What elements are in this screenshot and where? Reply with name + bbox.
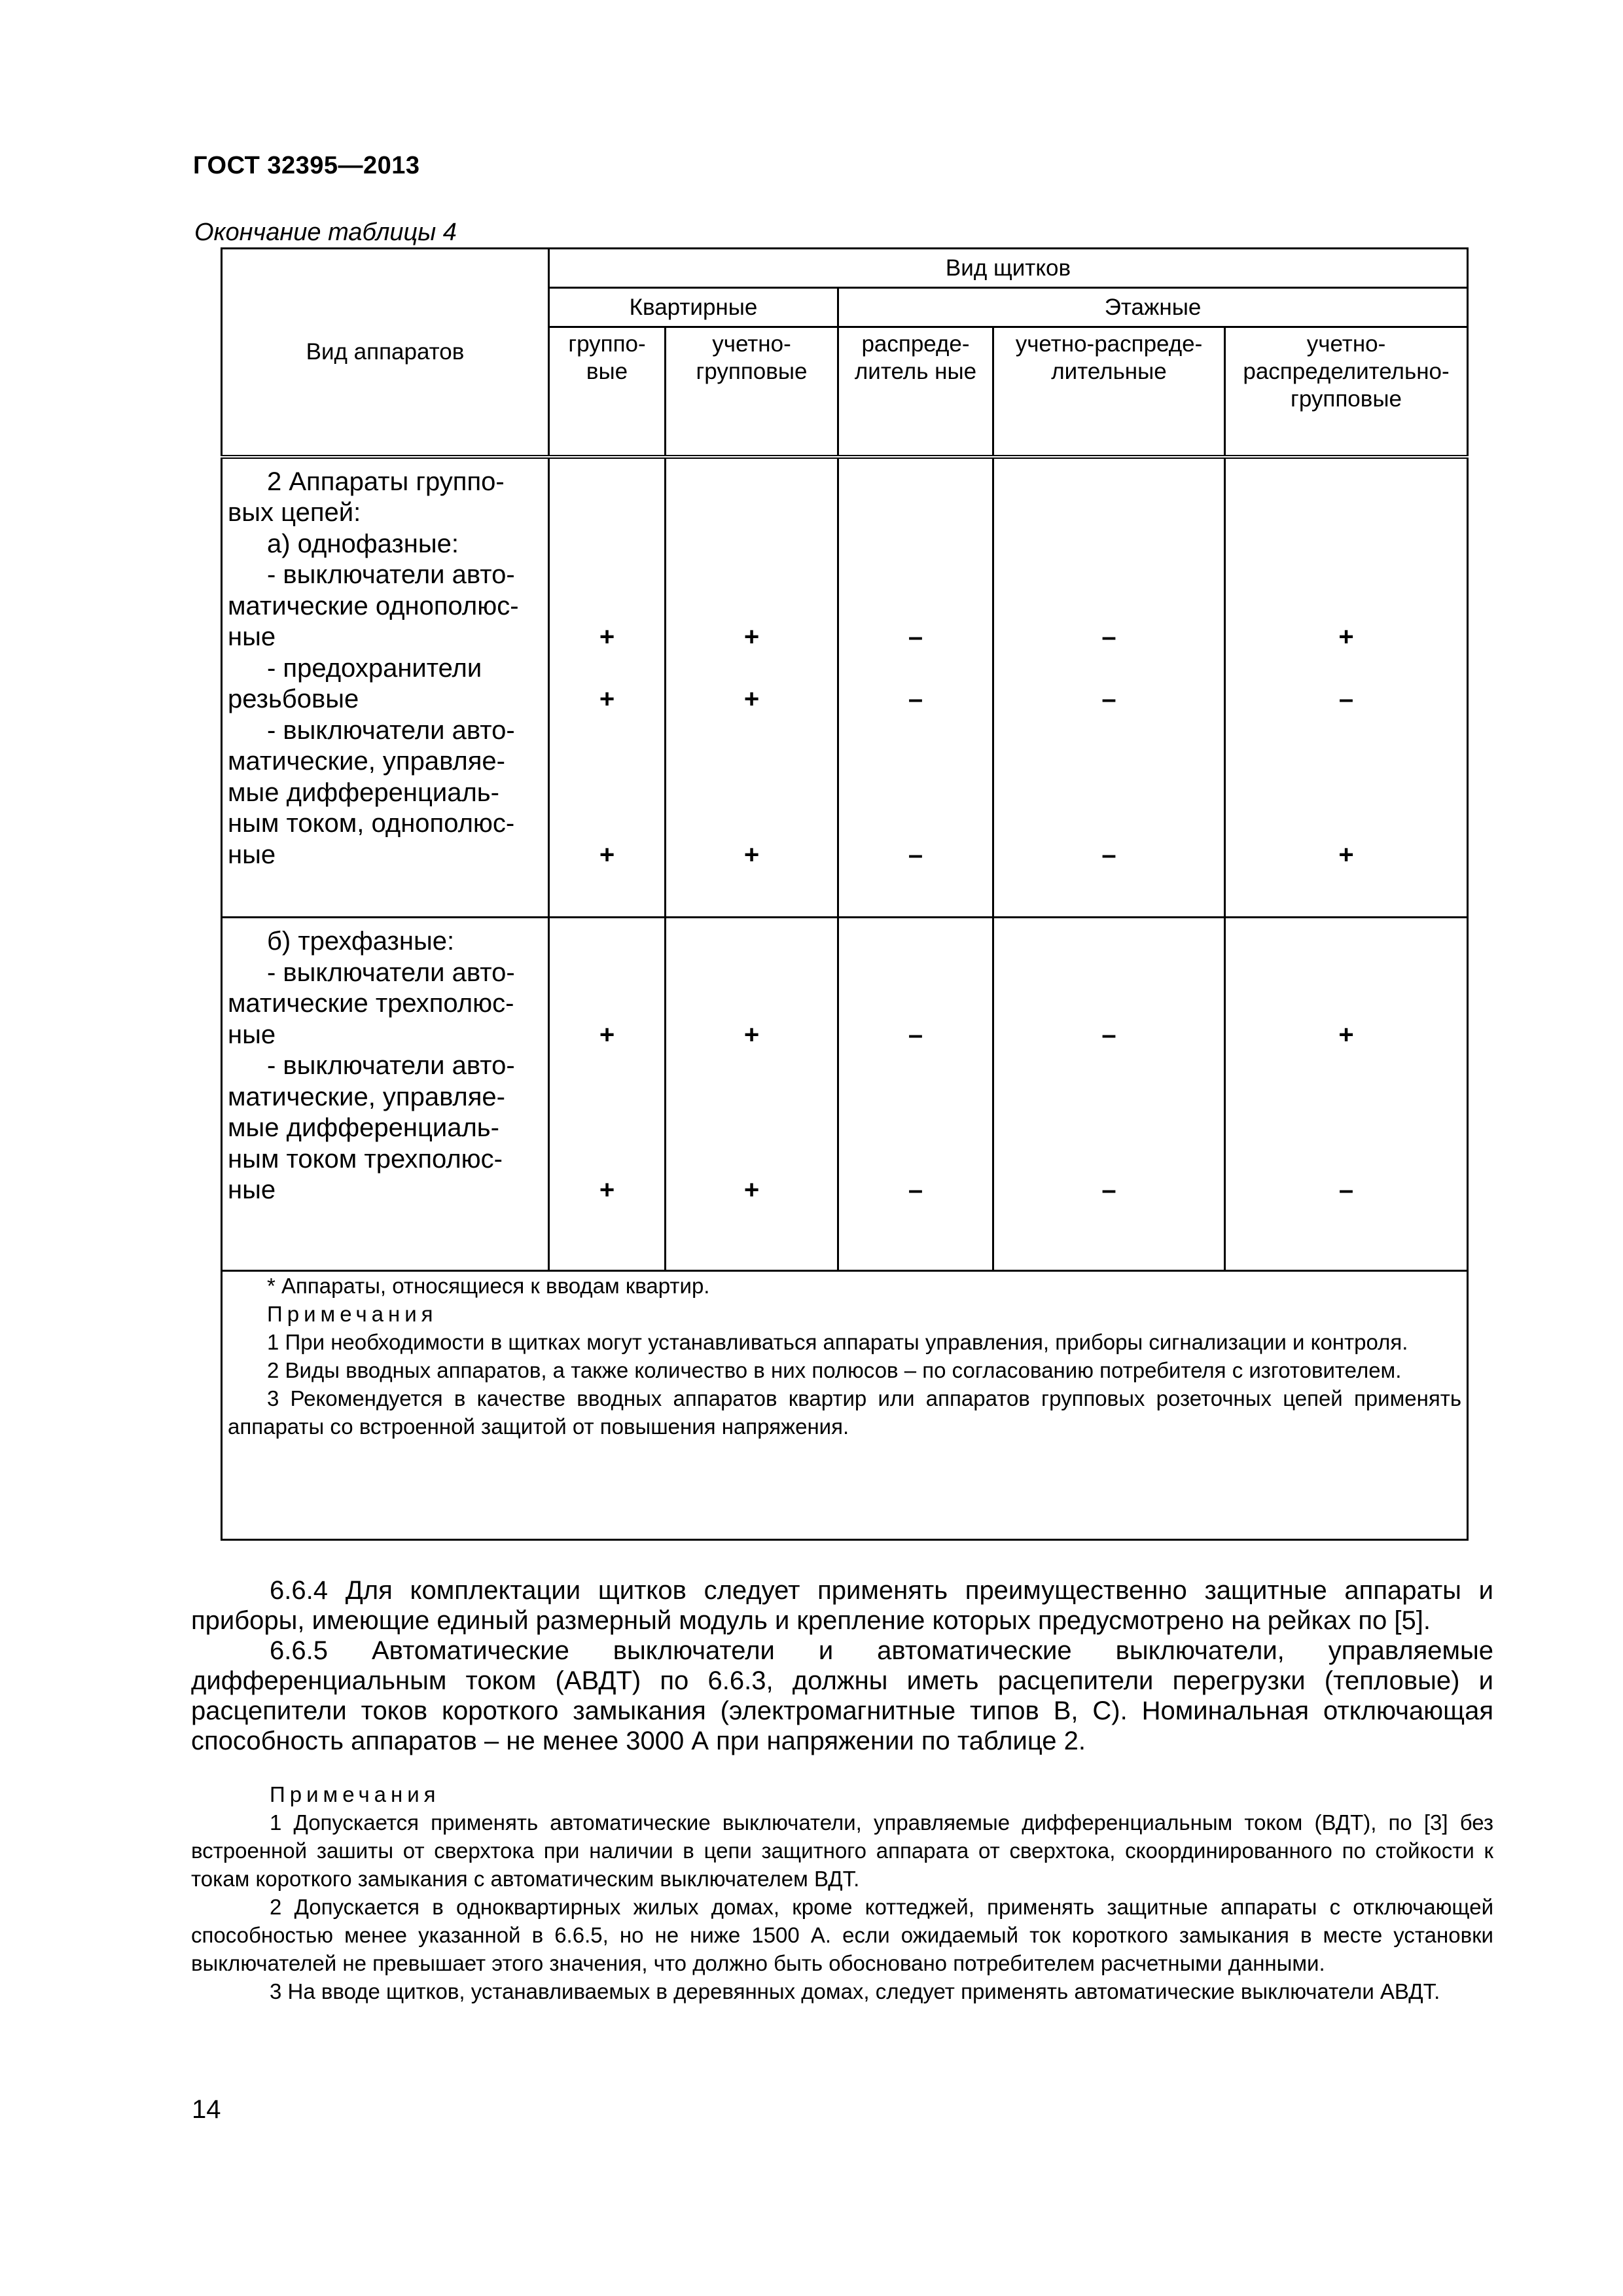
- mark-spacer: [1226, 988, 1467, 1020]
- mark-spacer: [666, 808, 837, 840]
- mark-spacer: [666, 778, 837, 809]
- mark-spacer: [839, 926, 992, 958]
- note-1: 1 Допускается применять автоматические выключатели, управляемые дифференциальным током (ВДТ), по [3] без встроенной зашиты от сверхтока при наличии в цепи защитного аппарата от сверхтока, скоординированного по стойкости к токам короткого замыкания с автоматическим выключателем ВДТ.: [191, 1810, 1493, 1891]
- mark-spacer: [994, 715, 1224, 747]
- mark-spacer: [994, 1050, 1224, 1082]
- mark-spacer: [994, 529, 1224, 560]
- mark-spacer: [1226, 1144, 1467, 1175]
- marks-col: [993, 457, 1225, 918]
- mark-spacer: [666, 653, 837, 685]
- mark-cell: +: [743, 1175, 760, 1204]
- table-note-3: 3 Рекомендуется в качестве вводных аппаратов квартир или аппаратов групповых розеточных цепей применять аппараты со встроенной защитой от повышения напряжения.: [228, 1386, 1462, 1439]
- section-three-phase-description: б) трехфазные: - выключатели авто- матические трехполюс- ные - выключатели авто- матические, управляе- мые дифференциаль- ным током трехполюс- ные: [222, 918, 549, 1271]
- mark-spacer: [994, 653, 1224, 685]
- marks-col: [838, 918, 993, 1271]
- marks-col: [838, 457, 993, 918]
- mark-cell: –: [1101, 685, 1116, 713]
- header-col-group: группо- вые: [549, 327, 666, 457]
- mark-spacer: [1226, 1050, 1467, 1082]
- mark-cell: +: [1338, 622, 1354, 651]
- mark-spacer: [994, 467, 1224, 498]
- mark-spacer: [1226, 926, 1467, 958]
- mark-spacer: [839, 467, 992, 498]
- mark-cell: +: [599, 685, 615, 713]
- mark-spacer: [550, 808, 664, 840]
- mark-cell: –: [1101, 1175, 1116, 1204]
- mark-spacer: [839, 591, 992, 622]
- notes-heading: Примечания: [270, 1782, 440, 1806]
- mark-spacer: [1226, 497, 1467, 529]
- mark-spacer: [666, 1082, 837, 1113]
- section-notes: [191, 1780, 1493, 2005]
- mark-spacer: [1226, 1113, 1467, 1144]
- mark-spacer: [994, 778, 1224, 809]
- header-floor: Этажные: [838, 288, 1468, 327]
- mark-cell: –: [1338, 1175, 1354, 1204]
- mark-spacer: [994, 808, 1224, 840]
- marks-col: [1225, 918, 1468, 1271]
- mark-spacer: [550, 778, 664, 809]
- mark-spacer: [839, 988, 992, 1020]
- mark-cell: +: [599, 840, 615, 869]
- mark-spacer: [994, 958, 1224, 989]
- mark-spacer: [994, 1082, 1224, 1113]
- mark-spacer: [1226, 529, 1467, 560]
- mark-spacer: [839, 778, 992, 809]
- marks-col: [1225, 457, 1468, 918]
- table-notes: [222, 1271, 1468, 1540]
- mark-spacer: [666, 926, 837, 958]
- mark-spacer: [550, 467, 664, 498]
- header-apparatus: Вид аппаратов: [222, 249, 549, 457]
- mark-cell: +: [599, 622, 615, 651]
- mark-spacer: [839, 497, 992, 529]
- mark-spacer: [666, 715, 837, 747]
- mark-cell: –: [1101, 1020, 1116, 1049]
- mark-spacer: [839, 746, 992, 778]
- mark-spacer: [1226, 653, 1467, 685]
- mark-spacer: [666, 988, 837, 1020]
- paragraph-6-6-4: 6.6.4 Для комплектации щитков следует применять преимущественно защитные аппараты и приборы, имеющие единый размерный модуль и крепление которых предусмотрено на рейках по [5].: [191, 1576, 1493, 1635]
- mark-spacer: [839, 715, 992, 747]
- mark-cell: +: [743, 840, 760, 869]
- mark-spacer: [666, 497, 837, 529]
- mark-spacer: [550, 1113, 664, 1144]
- mark-spacer: [994, 560, 1224, 591]
- section-single-phase-description: 2 Аппараты группо- вых цепей: а) однофазные: - выключатели авто- матические однополюс- ные - предохранители резьбовые - выключатели авто- матические, управляе- мые дифференциаль- ным током, однополюс- ные: [222, 457, 549, 918]
- mark-spacer: [994, 746, 1224, 778]
- mark-cell: +: [1338, 1020, 1354, 1049]
- mark-cell: –: [908, 1175, 923, 1204]
- note-3: 3 На вводе щитков, устанавливаемых в деревянных домах, следует применять автоматические выключатели АВДТ.: [270, 1979, 1440, 2003]
- mark-spacer: [550, 1082, 664, 1113]
- header-apartment: Квартирные: [549, 288, 838, 327]
- header-col-metering-distribution: учетно-распреде- лительные: [993, 327, 1225, 457]
- marks-col: [993, 918, 1225, 1271]
- mark-spacer: [1226, 467, 1467, 498]
- mark-spacer: [550, 746, 664, 778]
- mark-spacer: [1226, 591, 1467, 622]
- mark-spacer: [839, 1082, 992, 1113]
- mark-spacer: [1226, 746, 1467, 778]
- mark-spacer: [839, 1144, 992, 1175]
- mark-spacer: [550, 988, 664, 1020]
- mark-spacer: [666, 1050, 837, 1082]
- mark-cell: +: [743, 1020, 760, 1049]
- mark-cell: +: [599, 1175, 615, 1204]
- mark-spacer: [550, 497, 664, 529]
- mark-spacer: [994, 497, 1224, 529]
- mark-cell: –: [908, 685, 923, 713]
- mark-spacer: [666, 1144, 837, 1175]
- mark-spacer: [666, 958, 837, 989]
- mark-spacer: [839, 560, 992, 591]
- mark-spacer: [666, 746, 837, 778]
- mark-spacer: [1226, 778, 1467, 809]
- mark-spacer: [550, 560, 664, 591]
- mark-spacer: [550, 1144, 664, 1175]
- mark-spacer: [994, 1144, 1224, 1175]
- mark-spacer: [550, 1050, 664, 1082]
- mark-spacer: [550, 715, 664, 747]
- marks-col: [666, 457, 838, 918]
- mark-spacer: [839, 529, 992, 560]
- table-note-1: 1 При необходимости в щитках могут устанавливаться аппараты управления, приборы сигнализации и контроля.: [267, 1330, 1408, 1354]
- page-number: 14: [192, 2095, 221, 2124]
- mark-spacer: [839, 1050, 992, 1082]
- mark-spacer: [550, 529, 664, 560]
- mark-spacer: [839, 653, 992, 685]
- mark-cell: +: [743, 622, 760, 651]
- mark-cell: +: [743, 685, 760, 713]
- mark-cell: –: [1338, 685, 1354, 713]
- note-2: 2 Допускается в одноквартирных жилых домах, кроме коттеджей, применять защитные аппараты с отключающей способностью менее указанной в 6.6.5, но не ниже 1500 А. если ожидаемый ток короткого замыкания в месте установки выключателей не превышает этого значения, что должно быть обосновано потребителем расчетными данными.: [191, 1895, 1493, 1975]
- mark-spacer: [994, 1113, 1224, 1144]
- note-asterisk: * Аппараты, относящиеся к вводам квартир.: [267, 1274, 710, 1298]
- mark-spacer: [666, 591, 837, 622]
- mark-spacer: [994, 926, 1224, 958]
- mark-spacer: [839, 958, 992, 989]
- table-caption: Окончание таблицы 4: [194, 219, 457, 246]
- mark-spacer: [666, 1113, 837, 1144]
- mark-spacer: [666, 467, 837, 498]
- mark-spacer: [1226, 958, 1467, 989]
- mark-spacer: [1226, 808, 1467, 840]
- mark-spacer: [1226, 715, 1467, 747]
- marks-col: [666, 918, 838, 1271]
- mark-cell: +: [1338, 840, 1354, 869]
- mark-spacer: [550, 958, 664, 989]
- table-note-2: 2 Виды вводных аппаратов, а также количество в них полюсов – по согласованию потребителя с изготовителем.: [267, 1358, 1402, 1382]
- mark-cell: –: [1101, 840, 1116, 869]
- mark-spacer: [550, 926, 664, 958]
- mark-spacer: [994, 591, 1224, 622]
- mark-spacer: [1226, 560, 1467, 591]
- paragraph-6-6-5: 6.6.5 Автоматические выключатели и автоматические выключатели, управляемые дифференциальным током (АВДТ) по 6.6.3, должны иметь расцепители перегрузки (тепловые) и расцепители токов короткого замыкания (электромагнитные типов В, С). Номинальная отключающая способность аппаратов – не менее 3000 А при напряжении по таблице 2.: [191, 1636, 1493, 1755]
- mark-spacer: [550, 591, 664, 622]
- mark-cell: –: [908, 1020, 923, 1049]
- mark-spacer: [839, 1113, 992, 1144]
- mark-spacer: [994, 988, 1224, 1020]
- notes-heading: Примечания: [267, 1302, 438, 1326]
- mark-spacer: [839, 808, 992, 840]
- table-4: [221, 247, 1469, 1541]
- mark-spacer: [550, 653, 664, 685]
- header-panel-type: Вид щитков: [549, 249, 1468, 288]
- header-col-metering-group: учетно- групповые: [666, 327, 838, 457]
- marks-col: [549, 457, 666, 918]
- mark-cell: –: [908, 840, 923, 869]
- document-header: ГОСТ 32395—2013: [193, 152, 420, 179]
- header-col-distribution: распреде- литель ные: [838, 327, 993, 457]
- mark-spacer: [666, 560, 837, 591]
- mark-spacer: [666, 529, 837, 560]
- mark-spacer: [1226, 1082, 1467, 1113]
- header-col-metering-distribution-group: учетно- распределительно- групповые: [1225, 327, 1468, 457]
- marks-col: [549, 918, 666, 1271]
- mark-cell: +: [599, 1020, 615, 1049]
- mark-cell: –: [1101, 622, 1116, 651]
- mark-cell: –: [908, 622, 923, 651]
